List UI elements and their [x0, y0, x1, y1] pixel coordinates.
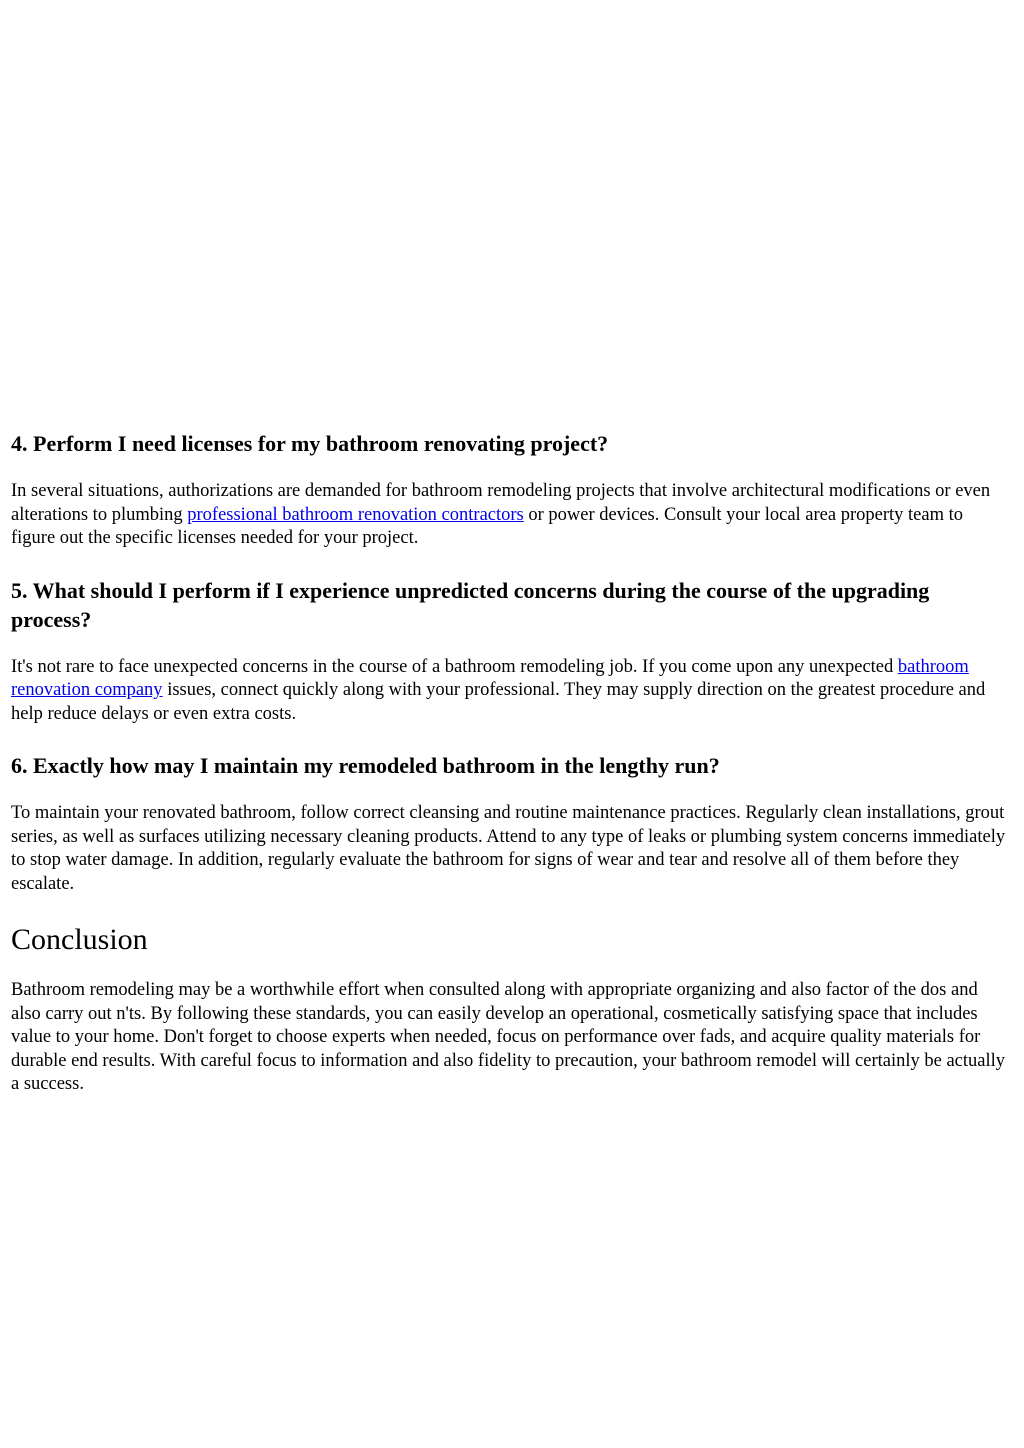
answer-text: It's not rare to face unexpected concerns in the course of a bathroom remodeling job. If you come upon any unexpected	[11, 656, 898, 677]
answer-text: In several situations, authorizations are demanded for bathroom remodeling projects that involve architectural modifications or even alterations to plumbing	[11, 481, 991, 525]
faq-heading-maintenance: 6. Exactly how may I maintain my remodeled bathroom in the lengthy run?	[11, 753, 720, 778]
faq-answer-unexpected-concerns	[11, 656, 1007, 727]
answer-text: or power devices. Consult your local area property team to figure out the specific licenses needed for your project.	[11, 504, 963, 548]
conclusion-text: Bathroom remodeling may be a worthwhile effort when consulted along with appropriate organizing and also factor of the dos and also carry out n'ts. By following these standards, you can easily develop an operational, cosmetically satisfying space that includes value to your home. Don't forget to choose experts when needed, focus on performance over fads, and acquire quality materials for durable end results. With careful focus to information and also fidelity to precaution, your bathroom remodel will certainly be actually a success.	[11, 980, 1006, 1094]
faq-answer-maintenance: To maintain your renovated bathroom, follow correct cleansing and routine maintenance practices. Regularly clean installations, grout series, as well as surfaces utilizing necessary cleaning products. Attend to any type of leaks or plumbing system concerns immediately to stop water damage. In addition, regularly evaluate the bathroom for signs of wear and tear and resolve all of them before they escalate.	[11, 803, 1006, 894]
faq-heading-unexpected-concerns: 5. What should I perform if I experience unpredicted concerns during the course of the upgrading process?	[11, 577, 930, 632]
faq-answer-licenses	[11, 480, 1007, 551]
link-bathroom-renovation-company[interactable]: bathroom renovation company	[11, 656, 969, 700]
link-professional-bathroom-renovation-contractors[interactable]: professional bathroom renovation contractors	[187, 504, 524, 525]
conclusion-heading: Conclusion	[11, 923, 148, 956]
answer-text: issues, connect quickly along with your professional. They may supply direction on the greatest procedure and help reduce delays or even extra costs.	[11, 680, 986, 724]
faq-heading-licenses: 4. Perform I need licenses for my bathroom renovating project?	[11, 431, 609, 456]
article-body	[11, 429, 1007, 1122]
